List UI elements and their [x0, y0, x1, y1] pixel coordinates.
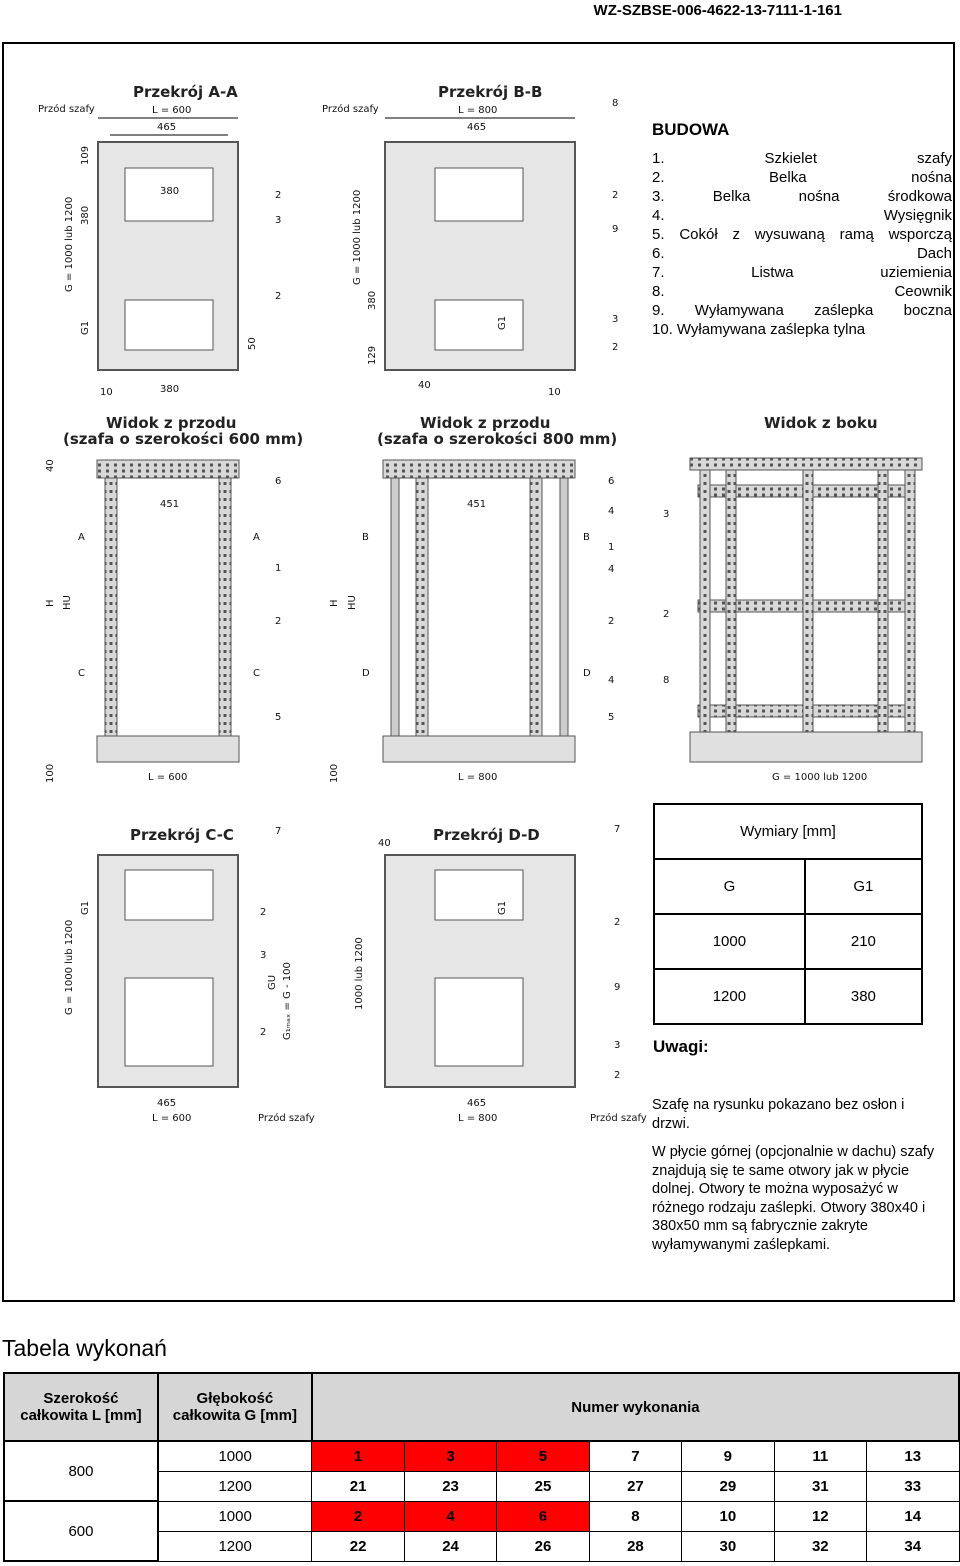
svg-text:9: 9: [612, 224, 619, 235]
section-c-c-title: Przekrój C-C: [130, 826, 234, 844]
svg-text:3: 3: [612, 314, 619, 325]
dim-g-b: G = 1000 lub 1200: [352, 189, 363, 285]
variant-number-cell: 31: [774, 1471, 866, 1501]
dim-h: H: [45, 599, 56, 607]
budowa-item: [652, 244, 952, 263]
budowa-item-word: wysuwaną: [754, 226, 825, 243]
svg-text:6: 6: [608, 476, 615, 487]
svg-text:2: 2: [612, 190, 619, 201]
budowa-item: [652, 187, 952, 206]
budowa-item-word: Belka: [712, 188, 751, 205]
dim-40-v: 40: [45, 459, 56, 472]
front-view-600: [45, 414, 303, 783]
dim-380-b: 380: [160, 384, 180, 395]
budowa-item: [652, 225, 952, 244]
budowa-item-word: Wyłamywana: [694, 302, 784, 319]
depth-cell: 1000: [158, 1501, 312, 1531]
variant-number-cell: 14: [867, 1501, 960, 1531]
budowa-item-word: uziemienia: [880, 264, 952, 281]
dim-l600-c: L = 600: [152, 1113, 192, 1124]
dim-109: 109: [80, 145, 91, 165]
variant-number-cell: 27: [589, 1471, 681, 1501]
dim-465: 465: [157, 122, 177, 133]
budowa-item-word: ramą: [839, 226, 874, 243]
variant-number-cell: 10: [682, 1501, 774, 1531]
side-title: Widok z boku: [764, 414, 878, 432]
variant-number-cell: 7: [589, 1441, 681, 1471]
dim-10: 10: [100, 387, 113, 398]
svg-text:1: 1: [608, 542, 615, 553]
uwagi-notes: [652, 1096, 942, 1264]
cut-c-left: C: [78, 668, 85, 679]
variant-number-cell: 1: [312, 1441, 404, 1471]
front-label-d: Przód szafy: [590, 1113, 647, 1124]
budowa-item-word: Cokół: [679, 226, 718, 243]
svg-text:2: 2: [275, 190, 282, 201]
budowa-item-number: 2.: [652, 169, 665, 186]
dim-cell: 1000: [654, 914, 805, 969]
uwagi-note-2: W płycie górnej (opcjonalnie w dachu) szafy znajdują się te same otwory jak w płycie dolnej. Otwory te można wyposażyć w różnego rodzaju zaślepki. Otwory 380x40 i 380x50 mm są fabrycznie zakryte wyłamywanymi zaślepkami.: [652, 1144, 935, 1253]
budowa-item-word: boczna: [903, 302, 952, 319]
budowa-item-word: Listwa: [751, 264, 794, 281]
svg-text:5: 5: [608, 712, 615, 723]
svg-text:7: 7: [614, 824, 621, 835]
budowa-item-word: szafy: [916, 150, 952, 167]
dim-380: 380: [160, 186, 180, 197]
budowa-item-number: 10.: [652, 321, 673, 338]
budowa-item-number: 1.: [652, 150, 665, 167]
svg-text:8: 8: [663, 675, 670, 686]
variants-table: [3, 1372, 960, 1562]
variant-number-cell: 30: [682, 1531, 774, 1561]
variant-number-cell: 21: [312, 1471, 404, 1501]
svg-text:7: 7: [275, 826, 282, 837]
width-cell: 600: [4, 1501, 158, 1561]
dim-100-b: 100: [329, 763, 340, 783]
svg-text:2: 2: [614, 1070, 621, 1081]
variant-number-cell: 13: [867, 1441, 960, 1471]
budowa-item-number: 6.: [652, 245, 665, 262]
svg-text:1: 1: [275, 563, 282, 574]
front800-title-2: (szafa o szerokości 800 mm): [377, 430, 618, 448]
budowa-item-word: wsporczą: [888, 226, 952, 243]
dim-hu-b: HU: [347, 595, 358, 610]
svg-text:2: 2: [275, 616, 282, 627]
dim-cell: 380: [805, 969, 922, 1024]
header-depth: Głębokość całkowita G [mm]: [158, 1373, 312, 1441]
svg-text:4: 4: [608, 675, 615, 686]
dim-gu2: G₁ₘₐₓ = G - 100: [282, 962, 293, 1040]
variant-number-cell: 32: [774, 1531, 866, 1561]
variant-number-cell: 2: [312, 1501, 404, 1531]
budowa-item-word: zaślepka: [814, 302, 874, 319]
variant-number-cell: 3: [404, 1441, 496, 1471]
variant-number-cell: 9: [682, 1441, 774, 1471]
svg-text:4: 4: [608, 564, 615, 575]
depth-cell: 1200: [158, 1471, 312, 1501]
variant-number-cell: 11: [774, 1441, 866, 1471]
variant-number-cell: 26: [497, 1531, 589, 1561]
uwagi-note-1: Szafę na rysunku pokazano bez osłon i drzwi.: [652, 1097, 905, 1132]
table-row: [4, 1441, 959, 1471]
cut-a-left: A: [78, 532, 85, 543]
variant-number-cell: 34: [867, 1531, 960, 1561]
uwagi-title: Uwagi:: [653, 1037, 709, 1056]
budowa-item-number: 3.: [652, 188, 665, 205]
cut-d-right: D: [583, 668, 591, 679]
dim-l800: L = 800: [458, 105, 498, 116]
dim-l800-b: L = 800: [458, 772, 498, 783]
cut-b-right: B: [583, 532, 590, 543]
budowa-item-word: Dach: [916, 245, 952, 262]
budowa-item: [652, 206, 952, 225]
dim-cell: 1200: [654, 969, 805, 1024]
dim-50: 50: [247, 337, 258, 350]
dim-380-v: 380: [80, 205, 91, 225]
variant-number-cell: 8: [589, 1501, 681, 1531]
budowa-item-word: z: [732, 226, 740, 243]
section-a-a: [38, 83, 281, 398]
budowa-item-number: 5.: [652, 226, 665, 243]
dim-380-vb: 380: [367, 290, 378, 310]
depth-cell: 1000: [158, 1441, 312, 1471]
budowa-list: [652, 120, 952, 339]
front-label-b: Przód szafy: [322, 104, 379, 115]
variant-number-cell: 33: [867, 1471, 960, 1501]
cut-a-right: A: [253, 532, 260, 543]
dim-451-b: 451: [467, 499, 487, 510]
variants-title: Tabela wykonań: [2, 1335, 167, 1361]
section-a-a-title: Przekrój A-A: [133, 83, 238, 101]
budowa-item-word: Belka: [769, 169, 807, 186]
dim-g: G = 1000 lub 1200: [64, 196, 75, 292]
svg-text:2: 2: [608, 616, 615, 627]
variant-number-cell: 4: [404, 1501, 496, 1531]
dim-depth-d: 1000 lub 1200: [354, 937, 365, 1010]
dim-g1-c: G1: [80, 900, 91, 915]
dim-g1-b: G1: [497, 315, 508, 330]
budowa-item-number: 4.: [652, 207, 665, 224]
dim-cell: 210: [805, 914, 922, 969]
svg-text:2: 2: [275, 291, 282, 302]
dim-40: 40: [418, 380, 431, 391]
svg-text:8: 8: [612, 98, 619, 109]
dimensions-title: Wymiary [mm]: [654, 804, 922, 859]
budowa-item-number: 7.: [652, 264, 665, 281]
width-cell: 800: [4, 1441, 158, 1501]
side-view: [663, 414, 922, 783]
svg-text:3: 3: [260, 950, 267, 961]
budowa-item-word: środkowa: [887, 188, 952, 205]
budowa-item-word: Wysięgnik: [883, 207, 952, 224]
dim-l800-d: L = 800: [458, 1113, 498, 1124]
variant-number-cell: 22: [312, 1531, 404, 1561]
svg-text:6: 6: [275, 476, 282, 487]
budowa-item: [652, 320, 952, 339]
front-label: Przód szafy: [38, 104, 95, 115]
section-b-b-title: Przekrój B-B: [438, 83, 543, 101]
svg-text:2: 2: [260, 1027, 267, 1038]
svg-text:2: 2: [614, 917, 621, 928]
dim-l600: L = 600: [152, 105, 192, 116]
variant-number-cell: 23: [404, 1471, 496, 1501]
svg-text:3: 3: [275, 215, 282, 226]
dim-hu: HU: [62, 595, 73, 610]
dim-header-g: G: [654, 859, 805, 914]
dimensions-table: [653, 803, 923, 1025]
section-d-d-title: Przekrój D-D: [433, 826, 540, 844]
svg-text:2: 2: [260, 907, 267, 918]
svg-text:2: 2: [612, 342, 619, 353]
dim-465-c: 465: [157, 1098, 177, 1109]
dim-465-d: 465: [467, 1098, 487, 1109]
dim-l600-b: L = 600: [148, 772, 188, 783]
dim-g1-d: G1: [497, 900, 508, 915]
budowa-item-number: 9.: [652, 302, 665, 319]
svg-text:5: 5: [275, 712, 282, 723]
svg-text:2: 2: [663, 609, 670, 620]
front800-title-1: Widok z przodu: [420, 414, 551, 432]
budowa-item-word: Szkielet: [764, 150, 818, 167]
section-d-d: [354, 824, 647, 1124]
document-id: WZ-SZBSE-006-4622-13-7111-1-161: [593, 2, 842, 19]
dim-451: 451: [160, 499, 180, 510]
budowa-item: [652, 263, 952, 282]
front600-title-2: (szafa o szerokości 600 mm): [63, 430, 304, 448]
variant-number-cell: 28: [589, 1531, 681, 1561]
variant-number-cell: 24: [404, 1531, 496, 1561]
cut-d-left: D: [362, 668, 370, 679]
header-number: Numer wykonania: [312, 1373, 959, 1441]
svg-text:3: 3: [614, 1040, 621, 1051]
dim-g1: G1: [80, 320, 91, 335]
cut-b-left: B: [362, 532, 369, 543]
dim-10-b: 10: [548, 387, 561, 398]
front-view-800: [329, 414, 617, 783]
budowa-item-word: nośna: [798, 188, 840, 205]
variant-number-cell: 29: [682, 1471, 774, 1501]
section-b-b: [322, 83, 618, 398]
svg-text:9: 9: [614, 982, 621, 993]
section-c-c: [64, 826, 315, 1124]
budowa-item: [652, 301, 952, 320]
dim-129: 129: [367, 345, 378, 365]
dim-465-b: 465: [467, 122, 487, 133]
front-label-c: Przód szafy: [258, 1113, 315, 1124]
budowa-item: [652, 168, 952, 187]
variant-number-cell: 25: [497, 1471, 589, 1501]
depth-cell: 1200: [158, 1531, 312, 1561]
dim-g-side: G = 1000 lub 1200: [772, 772, 868, 783]
dim-h-b: H: [329, 599, 340, 607]
front600-title-1: Widok z przodu: [106, 414, 237, 432]
dim-header-g1: G1: [805, 859, 922, 914]
budowa-item-word: Wyłamywana zaślepka tylna: [676, 321, 866, 338]
budowa-item: [652, 282, 952, 301]
dim-40-d: 40: [378, 838, 391, 849]
variant-number-cell: 12: [774, 1501, 866, 1531]
budowa-title: BUDOWA: [652, 120, 730, 139]
variant-number-cell: 5: [497, 1441, 589, 1471]
svg-text:4: 4: [608, 506, 615, 517]
header-width: Szerokość całkowita L [mm]: [4, 1373, 158, 1441]
table-row: [4, 1501, 959, 1531]
variant-number-cell: 6: [497, 1501, 589, 1531]
budowa-item-word: nośna: [911, 169, 952, 186]
budowa-item-number: 8.: [652, 283, 665, 300]
dim-100: 100: [45, 763, 56, 783]
budowa-item-word: Ceownik: [894, 283, 952, 300]
cut-c-right: C: [253, 668, 260, 679]
budowa-item: [652, 149, 952, 168]
svg-text:3: 3: [663, 509, 670, 520]
dim-gu: GU: [267, 974, 278, 990]
dim-g-c: G = 1000 lub 1200: [64, 919, 75, 1015]
